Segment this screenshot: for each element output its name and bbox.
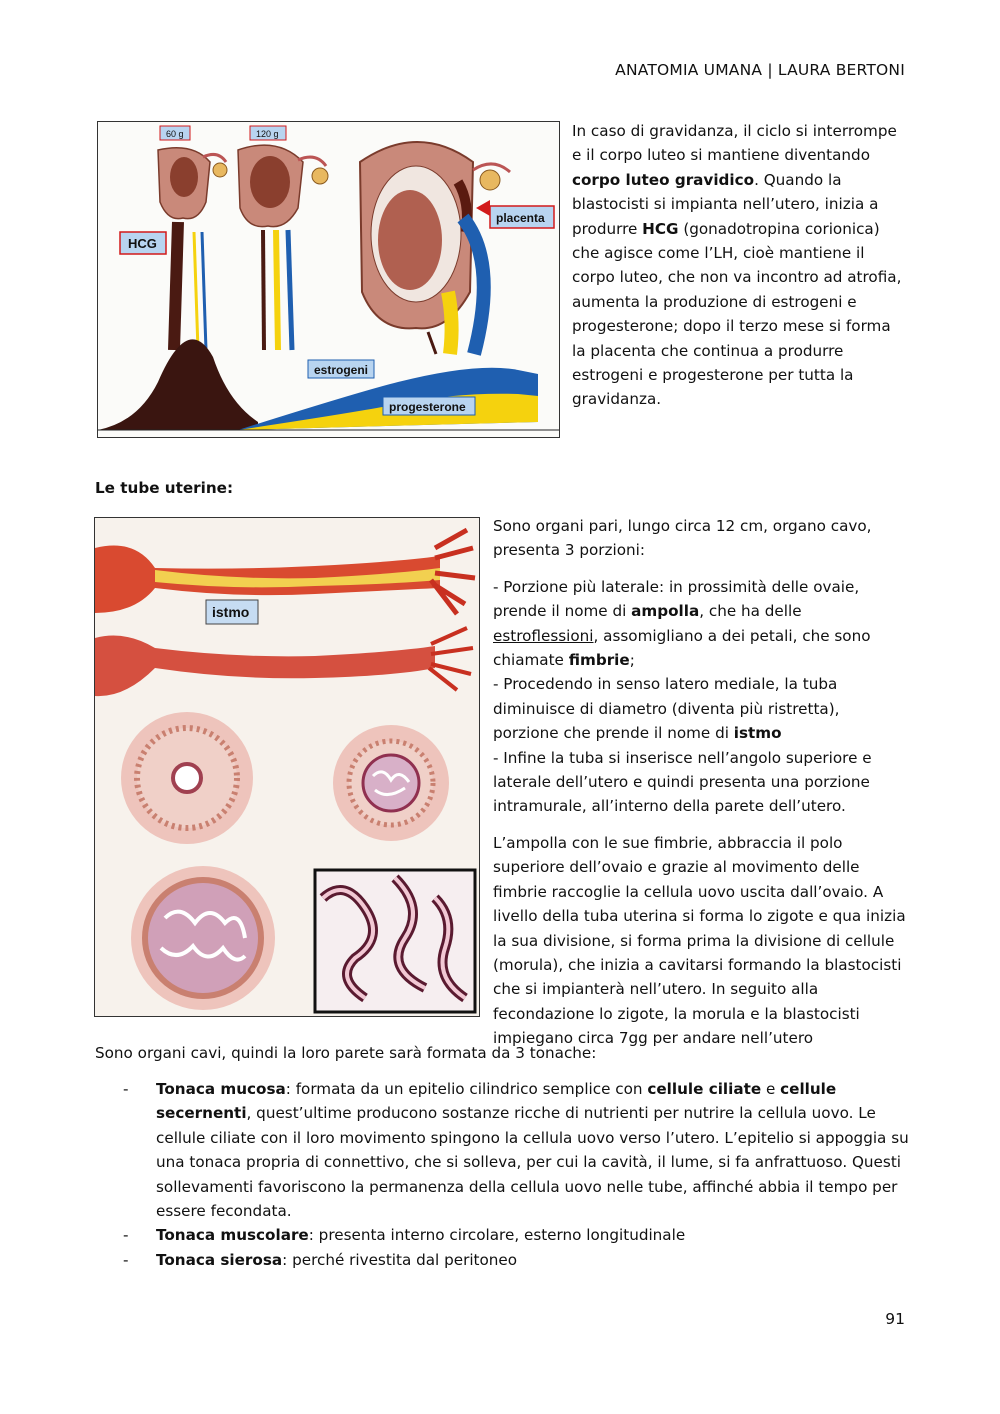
hcg-term: HCG [642,219,679,238]
weight-label-60: 60 g [166,129,184,139]
pregnancy-hormones-figure [97,121,560,438]
ampolla-paragraph: L’ampolla con le sue fimbrie, abbraccia il polo superiore dell’ovaio e grazie al movimento delle fimbrie raccoglie la cellula uovo uscita dall’ovaio. A livello della tuba uterina si forma lo zigote e qua inizia la sua divisione, si forma prima la divisione di cellule (morula), che inizia a cavitarsi formando la blastocisti che si impianterà nell’utero. In seguito alla fecondazione lo zigote, la morula e la blastocisti impiegano circa 7gg per andare nell’utero [493,833,906,1048]
estrogeni-label: estrogeni [314,363,369,377]
page-number: 91 [885,1310,905,1328]
tonache-intro: Sono organi cavi, quindi la loro parete sarà formata da 3 tonache: [95,1044,597,1062]
bullet-istmo: - Procedendo in senso latero mediale, la tuba diminuisce di diametro (diventa più ristretta), porzione che prende il nome di istmo [493,675,840,743]
list-item-tonaca-sierosa: - Tonaca sierosa: perché rivestita dal peritoneo [123,1250,518,1269]
progesterone-label: progesterone [389,400,466,414]
tube-description [493,514,909,1051]
running-header: ANATOMIA UMANA | LAURA BERTONI [615,61,905,79]
hcg-label: HCG [128,236,157,251]
estroflessioni-term: estroflessioni [493,626,594,645]
uterine-tube-figure [94,517,480,1017]
pregnancy-hormones-illustration [98,122,559,437]
pregnancy-intro-paragraph: In caso di gravidanza, il ciclo si interrompe e il corpo luteo si mantiene diventando corpo luteo gravidico. Quando la blastocisti si impianta nell’utero, inizia a produrre HCG (gonadotropina corionica) che agisce come l’LH, cioè mantiene il corpo luteo, che non va incontro ad atrofia, aumenta la produzione di estrogeni e progesterone; dopo il terzo mese si forma la placenta che continua a produrre estrogeni e progesterone per tutta la gravidanza. [572,122,902,409]
istmo-figure-label: istmo [212,604,250,620]
weight-label-120: 120 g [256,129,279,139]
bullet-ampolla: - Porzione più laterale: in prossimità delle ovaie, prende il nome di ampolla, che ha delle estroflessioni, assomigliano a dei petali, che sono chiamate fimbrie; [493,577,871,670]
uterine-tube-illustration [95,518,479,1016]
bullet-intramurale: - Infine la tuba si inserisce nell’angolo superiore e laterale dell’utero e quindi presenta una porzione intramurale, all’interno della parete dell’utero. [493,748,872,816]
list-item-tonaca-mucosa: - Tonaca mucosa: formata da un epitelio cilindrico semplice con cellule ciliate e cellule secernenti, quest’ultime producono sostanze ricche di nutrienti per nutrire la cellula uovo. Le cellule ciliate con il loro movimento spingono la cellula uovo verso l’utero. L’epitelio si appoggia su una tonaca propria di connettivo, che si solleva, per cui la cavità, il lume, si fa anfrattuoso. Questi sollevamenti favoriscono la permanenza della cellula uovo nelle tube, affinché abbia il tempo per essere fecondata. [123,1080,909,1221]
tonache-list [123,1077,913,1272]
placenta-label: placenta [496,211,545,225]
tube-intro-paragraph: Sono organi pari, lungo circa 12 cm, organo cavo, presenta 3 porzioni: [493,517,872,560]
corpo-luteo-gravidico-term: corpo luteo gravidico [572,170,755,189]
section-title-tube-uterine: Le tube uterine: [95,479,234,497]
list-item-tonaca-muscolare: - Tonaca muscolare: presenta interno circolare, esterno longitudinale [123,1226,686,1245]
